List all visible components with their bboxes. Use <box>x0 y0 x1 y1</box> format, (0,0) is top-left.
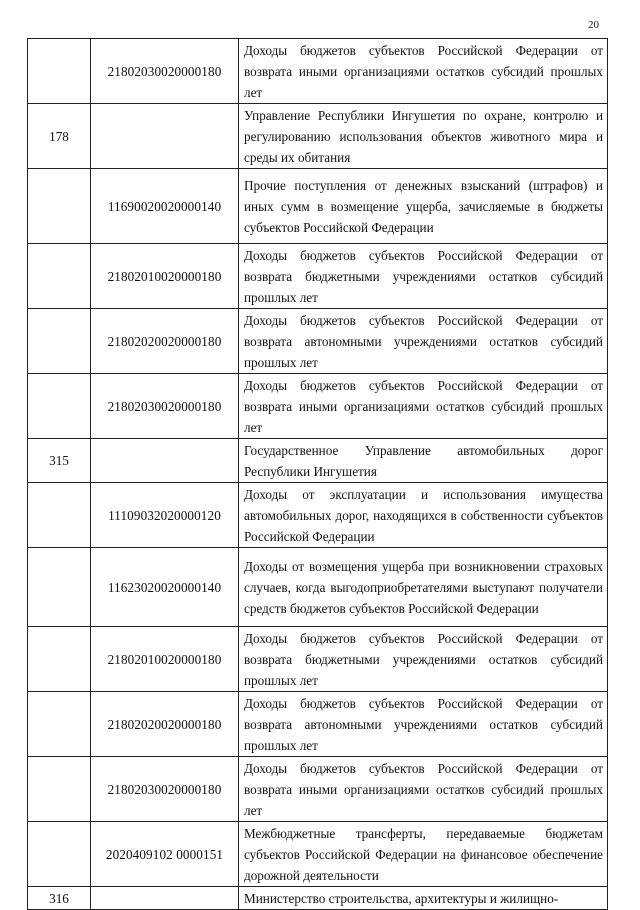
table-row <box>28 104 608 169</box>
admin-code-cell <box>28 169 91 244</box>
table-row <box>28 483 608 548</box>
table-row <box>28 822 608 887</box>
admin-code-cell: 178 <box>28 104 91 169</box>
admin-code-cell <box>28 822 91 887</box>
revenue-name-cell: Управление Республики Ингушетия по охране, контролю и регулированию использования объектов животного мира и среды их обитания <box>239 104 608 169</box>
revenue-code-cell: 11109032020000120 <box>91 483 239 548</box>
revenue-code-cell: 21802030020000180 <box>91 374 239 439</box>
revenue-code-cell: 21802020020000180 <box>91 309 239 374</box>
admin-code-cell <box>28 244 91 309</box>
revenue-code-cell <box>91 887 239 910</box>
revenue-code-cell: 21802020020000180 <box>91 692 239 757</box>
revenue-name-cell: Доходы бюджетов субъектов Российской Федерации от возврата бюджетными учреждениями остатков субсидий прошлых лет <box>239 627 608 692</box>
revenue-name-cell: Доходы бюджетов субъектов Российской Федерации от возврата автономными учреждениями остатков субсидий прошлых лет <box>239 692 608 757</box>
budget-classification-table <box>27 38 608 910</box>
admin-code-cell <box>28 548 91 627</box>
admin-code-cell: 315 <box>28 439 91 483</box>
admin-code-cell <box>28 309 91 374</box>
revenue-name-cell: Доходы от возмещения ущерба при возникновении страховых случаев, когда выгодоприобретателями выступают получатели средств бюджетов субъектов Российской Федерации <box>239 548 608 627</box>
admin-code-cell <box>28 39 91 104</box>
revenue-name-cell: Доходы бюджетов субъектов Российской Федерации от возврата иными организациями остатков субсидий прошлых лет <box>239 757 608 822</box>
revenue-code-cell <box>91 439 239 483</box>
revenue-name-cell: Доходы бюджетов субъектов Российской Федерации от возврата иными организациями остатков субсидий прошлых лет <box>239 374 608 439</box>
revenue-name-cell: Межбюджетные трансферты, передаваемые бюджетам субъектов Российской Федерации на финансовое обеспечение дорожной деятельности <box>239 822 608 887</box>
revenue-code-cell: 21802010020000180 <box>91 244 239 309</box>
admin-code-cell <box>28 483 91 548</box>
table-body <box>28 39 608 910</box>
admin-code-cell <box>28 757 91 822</box>
revenue-name-cell: Прочие поступления от денежных взысканий (штрафов) и иных сумм в возмещение ущерба, зачисляемые в бюджеты субъектов Российской Федерации <box>239 169 608 244</box>
admin-code-cell <box>28 627 91 692</box>
page-number: 20 <box>588 19 599 31</box>
revenue-code-cell <box>91 104 239 169</box>
table-row <box>28 627 608 692</box>
revenue-name-cell: Доходы бюджетов субъектов Российской Федерации от возврата автономными учреждениями остатков субсидий прошлых лет <box>239 309 608 374</box>
revenue-name-cell: Министерство строительства, архитектуры и жилищно- <box>239 887 608 910</box>
revenue-code-cell: 2020409102 0000151 <box>91 822 239 887</box>
revenue-name-cell: Доходы от эксплуатации и использования имущества автомобильных дорог, находящихся в собственности субъектов Российской Федерации <box>239 483 608 548</box>
revenue-code-cell: 11623020020000140 <box>91 548 239 627</box>
revenue-name-cell: Доходы бюджетов субъектов Российской Федерации от возврата иными организациями остатков субсидий прошлых лет <box>239 39 608 104</box>
table-row <box>28 887 608 910</box>
revenue-code-cell: 21802030020000180 <box>91 757 239 822</box>
revenue-name-cell: Государственное Управление автомобильных дорог Республики Ингушетия <box>239 439 608 483</box>
admin-code-cell <box>28 692 91 757</box>
admin-code-cell: 316 <box>28 887 91 910</box>
revenue-code-cell: 11690020020000140 <box>91 169 239 244</box>
table-row <box>28 439 608 483</box>
revenue-name-cell: Доходы бюджетов субъектов Российской Федерации от возврата бюджетными учреждениями остатков субсидий прошлых лет <box>239 244 608 309</box>
table-row <box>28 374 608 439</box>
revenue-code-cell: 21802010020000180 <box>91 627 239 692</box>
table-row <box>28 244 608 309</box>
table-row <box>28 757 608 822</box>
table-row <box>28 692 608 757</box>
table-row <box>28 548 608 627</box>
table-row <box>28 169 608 244</box>
table-row <box>28 309 608 374</box>
table-row <box>28 39 608 104</box>
revenue-code-cell: 21802030020000180 <box>91 39 239 104</box>
admin-code-cell <box>28 374 91 439</box>
